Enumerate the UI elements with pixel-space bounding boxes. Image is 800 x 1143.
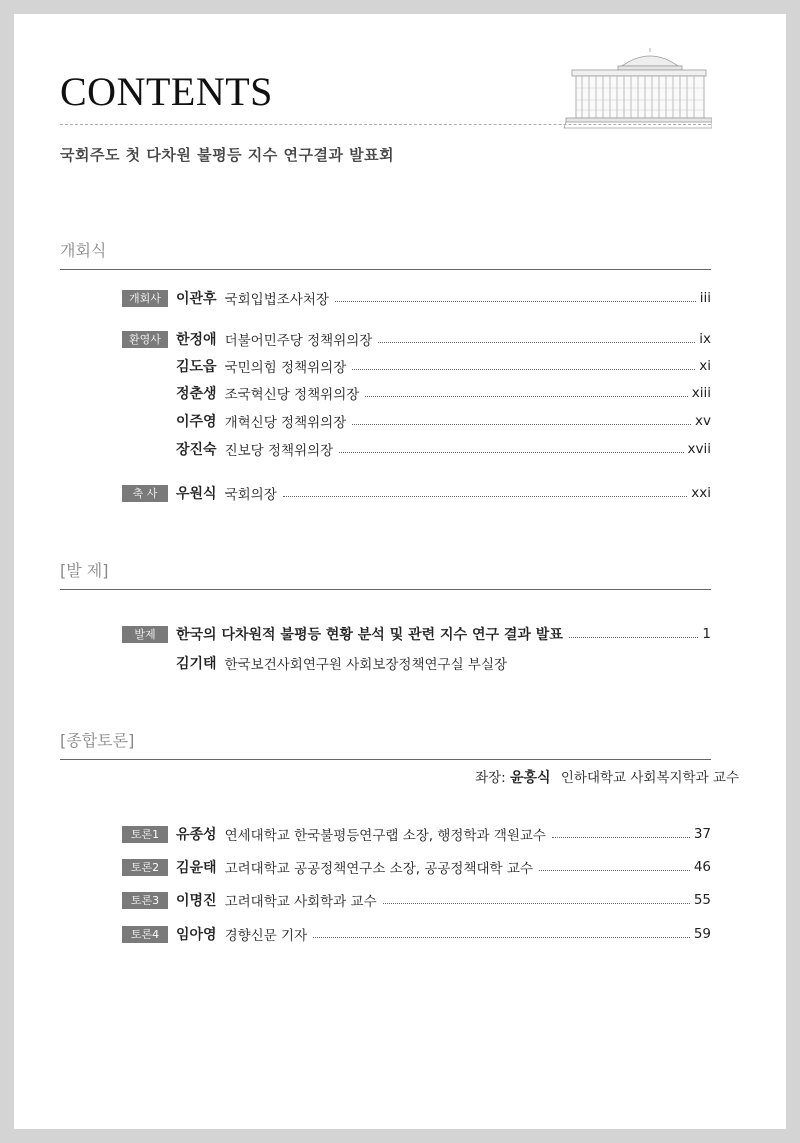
speaker-name: 김도읍 [176,359,217,375]
page-number: xiii [691,385,711,401]
speaker-name: 임아영 [176,927,217,943]
page-number: 46 [693,859,711,875]
national-assembly-building-illustration [562,42,712,132]
dot-leader [383,903,690,904]
presentation-title: 한국의 다차원적 불평등 현황 분석 및 관련 지수 연구 결과 발표 [176,627,563,643]
dot-leader [378,342,695,343]
title-divider [60,124,711,125]
page-number: xi [699,358,711,374]
dot-leader [352,424,691,425]
toc-entry[interactable] [122,410,711,432]
dot-leader [283,496,688,497]
toc-badge: 토론3 [122,892,168,909]
presenter-line [122,652,711,674]
toc-entry[interactable] [122,823,711,845]
dot-leader [335,301,696,302]
page-title: CONTENTS [60,69,273,114]
dot-leader [352,369,695,370]
toc-entry[interactable] [122,382,711,404]
speaker-name: 김윤태 [176,860,217,876]
dot-leader [313,937,690,938]
chair-role: 인하대학교 사회복지학과 교수 [560,770,739,786]
toc-badge: 축 사 [122,485,168,502]
toc-entry[interactable] [122,287,711,309]
dot-leader [339,452,683,453]
toc-badge: 환영사 [122,331,168,348]
speaker-name: 정춘생 [176,386,217,402]
speaker-role: 고려대학교 사회학과 교수 [224,894,377,910]
section-heading-opening: 개회식 [60,238,711,270]
page-number: 1 [702,626,711,642]
section-heading-presentation: [발 제] [60,558,711,590]
dot-leader [365,396,687,397]
toc-entry[interactable] [122,856,711,878]
presenter-name: 김기태 [176,656,217,672]
dot-leader [552,837,690,838]
page-number: xxi [691,485,711,501]
speaker-role: 국회입법조사처장 [224,292,329,308]
page-number: 55 [693,892,711,908]
speaker-role: 조국혁신당 정책위의장 [224,387,360,403]
chair-label: 좌장: [475,770,506,786]
toc-badge: 토론2 [122,859,168,876]
toc-badge: 발제 [122,626,168,643]
speaker-role: 고려대학교 공공정책연구소 소장, 공공정책대학 교수 [224,861,533,877]
page-number: xvii [687,441,711,457]
dot-leader [569,637,699,638]
page-number: xv [695,413,711,429]
speaker-name: 한정애 [176,332,217,348]
toc-badge: 개회사 [122,290,168,307]
chair-line [475,766,739,787]
toc-entry[interactable] [122,438,711,460]
page-number: 37 [693,826,711,842]
speaker-name: 이주영 [176,414,217,430]
page-number: 59 [693,926,711,942]
speaker-role: 연세대학교 한국불평등연구랩 소장, 행정학과 객원교수 [224,828,546,844]
toc-entry[interactable] [122,923,711,945]
dot-leader [539,870,690,871]
toc-entry[interactable] [122,482,711,504]
page-number: iii [699,290,711,306]
speaker-role: 개혁신당 정책위의장 [224,415,347,431]
speaker-role: 국민의힘 정책위의장 [224,360,347,376]
toc-badge: 토론4 [122,926,168,943]
toc-entry[interactable] [122,889,711,911]
toc-entry[interactable] [122,623,711,645]
speaker-name: 장진숙 [176,442,217,458]
speaker-name: 유종성 [176,827,217,843]
toc-entry[interactable] [122,355,711,377]
event-subtitle: 국회주도 첫 다차원 불평등 지수 연구결과 발표회 [60,146,395,164]
toc-badge: 토론1 [122,826,168,843]
speaker-name: 우원식 [176,486,217,502]
speaker-role: 국회의장 [224,487,277,503]
speaker-role: 진보당 정책위의장 [224,443,334,459]
speaker-role: 더불어민주당 정책위의장 [224,333,373,349]
presenter-role: 한국보건사회연구원 사회보장정책연구실 부실장 [224,657,508,673]
chair-name: 윤홍식 [510,770,551,786]
speaker-role: 경향신문 기자 [224,928,308,944]
toc-entry[interactable] [122,328,711,350]
page-number: ix [699,331,711,347]
speaker-name: 이관후 [176,291,217,307]
speaker-name: 이명진 [176,893,217,909]
section-heading-discussion: [종합토론] [60,728,711,760]
